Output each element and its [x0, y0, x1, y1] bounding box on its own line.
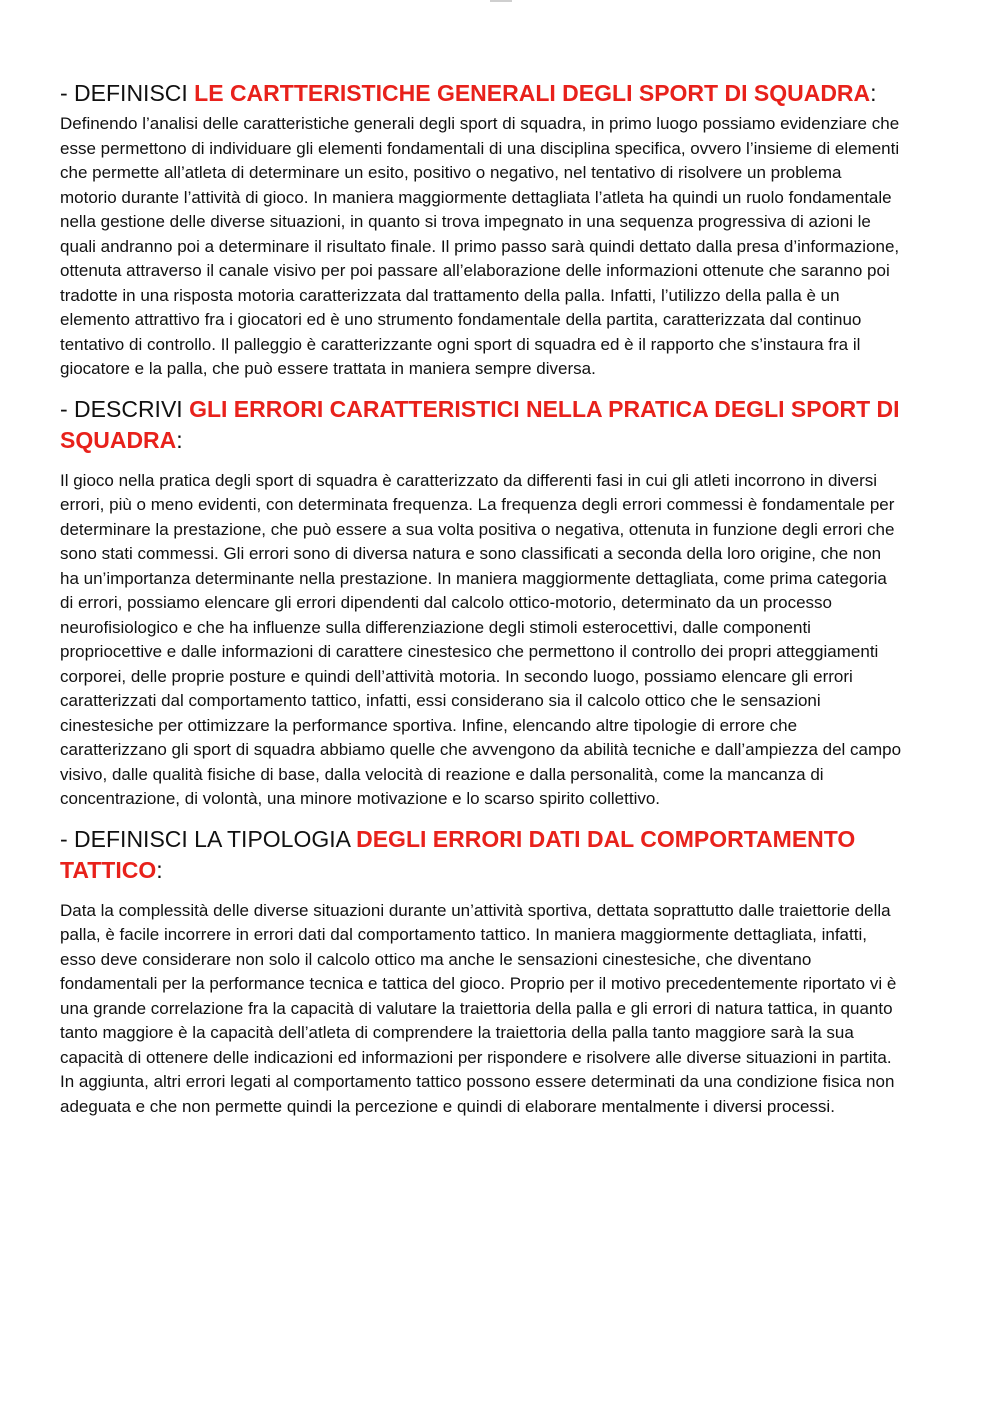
section-heading	[60, 78, 902, 109]
heading-tail: :	[870, 80, 877, 106]
heading-lead: - DEFINISCI	[60, 80, 195, 106]
section-tactical-errors	[60, 824, 902, 1120]
section-heading	[60, 394, 902, 456]
section-body: Data la complessità delle diverse situazioni durante un’attività sportiva, dettata soprattutto dalle traiettorie della palla, è facile incorrere in errori dati dal comportamento tattico. In maniera maggiormente dettagliata, infatti, esso deve considerare non solo il calcolo ottico ma anche le sensazioni cinestesiche, che diventano fondamentali per la performance tecnica e tattica del gioco. Proprio per il motivo precedentemente riportato vi è una grande correlazione fra la capacità di valutare la traiettoria della palla e gli errori di natura tattica, in quanto tanto maggiore è la capacità dell’atleta di comprendere la traiettoria della palla tanto maggiore sarà la sua capacità di ottenere delle indicazioni ed informazioni per rispondere e risolvere alle diverse situazioni in partita. In aggiunta, altri errori legati al comportamento tattico possono essere determinati da una condizione fisica non adeguata e che non permette quindi la percezione e quindi di elaborare mentalmente i diversi processi.	[60, 900, 897, 1116]
section-body: Il gioco nella pratica degli sport di squadra è caratterizzato da differenti fasi in cui gli atleti incorrono in diversi errori, più o meno evidenti, con determinata frequenza. La frequenza degli errori commessi è fondamentale per determinare la prestazione, che può essere a sua volta positiva o negativa, ottenuta in funzione degli errori che sono stati commessi. Gli errori sono di diversa natura e sono classificati a seconda della loro origine, che non ha un’importanza determinante nella prestazione. In maniera maggiormente dettagliata, come prima categoria di errori, possiamo elencare gli errori dipendenti dal calcolo ottico-motorio, determinato da un processo neurofisiologico e che ha influenze sulla differenziazione degli stimoli esterocettivi, dalle componenti propriocettive e dalle informazioni di carattere cinestesico che permettono il controllo dei propri atteggiamenti corporei, delle proprie posture e quindi dell’attività motoria. In secondo luogo, possiamo elencare gli errori caratterizzati dal comportamento tattico, infatti, essi considerano sia il calcolo ottico che le sensazioni cinestesiche per ottimizzare la performance sportiva. Infine, elencando altre tipologie di errore che caratterizzano gli sport di squadra abbiamo quelle che avvengono da abilità tecniche e dall’ampiezza del campo visivo, dalle qualità fisiche di base, dalla velocità di reazione e dalla personalità, come la mancanza di concentrazione, di volontà, una minore motivazione e lo scarso spirito collettivo.	[60, 470, 902, 808]
heading-highlight: DEGLI ERRORI DATI DAL COMPORTAMENTO TATTICO	[60, 825, 856, 883]
heading-tail: :	[176, 426, 183, 453]
document-page	[60, 78, 902, 1119]
section-body: Definendo l’analisi delle caratteristiche generali degli sport di squadra, in primo luogo possiamo evidenziare che esse permettono di individuare gli elementi fondamentali di una disciplina specifica, ovvero l’insieme di elementi che permette all’atleta di determinare un esito, positivo o negativo, nel tentativo di risolvere un problema motorio durante l’attività di gioco. In maniera maggiormente dettagliata l’atleta ha quindi un ruolo fondamentale nella gestione delle diverse situazioni, in quanto si trova impegnato in una sequenza progressiva di azioni le quali andranno poi a determinare il risultato finale. Il primo passo sarà quindi dettato dalla presa d’informazione, ottenuta attraverso il canale visivo per poi passare all’elaborazione delle informazioni ottenute che saranno poi tradotte in una risposta motoria caratterizzata dal trattamento della palla. Infatti, l’utilizzo della palla è un elemento attrattivo fra i giocatori ed è uno strumento fondamentale della partita, caratterizzata dal continuo tentativo di controllo. Il palleggio è caratterizzante ogni sport di squadra ed è il rapporto che s’instaura fra il giocatore e la palla, che può essere trattata in maniera sempre diversa.	[60, 114, 900, 378]
heading-tail: :	[156, 856, 163, 883]
heading-highlight: LE CARTTERISTICHE GENERALI DEGLI SPORT DI SQUADRA	[194, 80, 871, 106]
heading-lead: - DESCRIVI	[60, 395, 190, 422]
heading-highlight: GLI ERRORI CARATTERISTICI NELLA PRATICA DEGLI SPORT DI SQUADRA	[60, 395, 900, 453]
page-top-mark	[490, 0, 512, 2]
section-errors	[60, 394, 902, 812]
heading-lead: - DEFINISCI LA TIPOLOGIA	[60, 825, 357, 852]
section-characteristics	[60, 78, 902, 382]
section-heading	[60, 824, 902, 886]
